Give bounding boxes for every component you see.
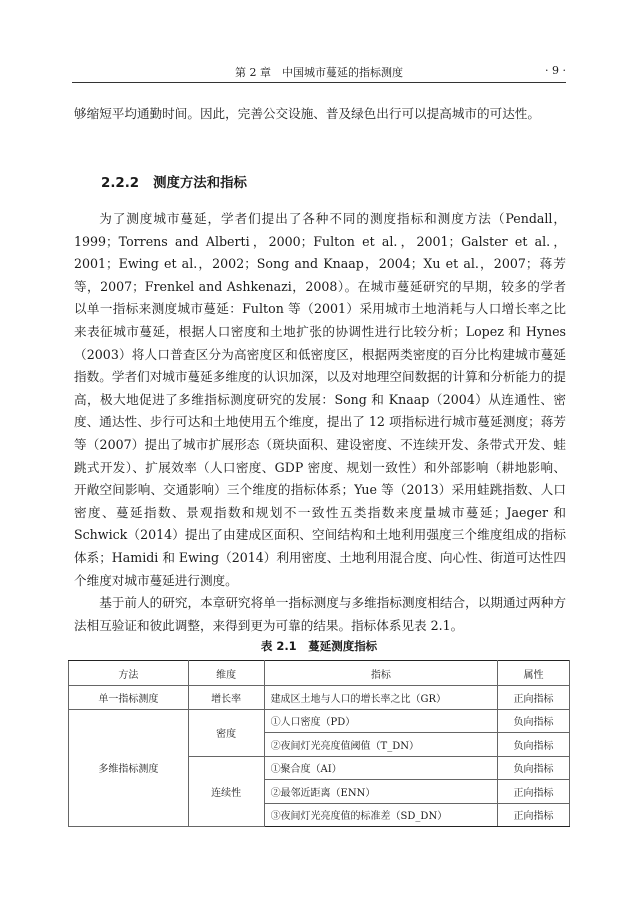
header-dimension: 维度 xyxy=(188,661,264,686)
dimension-cell: 增长率 xyxy=(188,686,264,710)
attribute-cell: 正向指标 xyxy=(498,686,570,710)
header-indicator: 指标 xyxy=(264,661,498,686)
attribute-cell: 负向指标 xyxy=(498,756,570,780)
indicator-cell: ②夜间灯光亮度值阈值（T_DN） xyxy=(264,733,498,757)
running-header xyxy=(72,62,566,83)
table-row xyxy=(69,686,570,710)
table-caption: 表 2.1 蔓延测度指标 xyxy=(260,639,378,653)
paragraph-methods: 为了测度城市蔓延，学者们提出了各种不同的测度指标和测度方法（Pendall，1999；Torrens and Alberti，2000；Fulton et al.，2001；Galster et al.，2001；Ewing et al.，2002；Song and Knaap，2004；Xu et al.，2007；蒋芳等，2007；Frenkel and Ashkenazi，2008）。在城市蔓延研究的早期，较多的学者以单一指标来测度城市蔓延：Fulton 等（2001）采用城市土地消耗与人口增长率之比来表征城市蔓延，根据人口密度和土地扩张的协调性进行比较分析；Lopez 和 Hynes（2003）将人口普查区分为高密度区和低密度区，根据两类密度的百分比构建城市蔓延指数。学者们对城市蔓延多维度的认识加深，以及对地理空间数据的计算和分析能力的提高，极大地促进了多维指标测度研究的发展：Song 和 Knaap（2004）从连通性、密度、通达性、步行可达和土地使用五个维度，提出了 12 项指标进行城市蔓延测度；蒋芳等（2007）提出了城市扩展形态（斑块面积、建设密度、不连续开发、条带式开发、蛙跳式开发）、扩展效率（人口密度、GDP 密度、规划一致性）和外部影响（耕地影响、开敞空间影响、交通影响）三个维度的指标体系；Yue 等（2013）采用蛙跳指数、人口密度、蔓延指数、景观指数和规划不一致性五类指数来度量城市蔓延；Jaeger 和 Schwick（2014）提出了由建成区面积、空间结构和土地利用强度三个维度组成的指标体系；Hamidi 和 Ewing（2014）利用密度、土地利用混合度、向心性、街道可达性四个维度对城市蔓延进行测度。 xyxy=(74,211,566,588)
intro-paragraph: 够缩短平均通勤时间。因此，完善公交设施、普及绿色出行可以提高城市的可达性。 xyxy=(74,106,540,121)
table-row xyxy=(69,709,570,733)
section-number: 2.2.2 xyxy=(101,176,140,191)
header-attribute: 属性 xyxy=(498,661,570,686)
indicator-cell: ①人口密度（PD） xyxy=(264,709,498,733)
section-title: 测度方法和指标 xyxy=(153,176,247,191)
method-cell: 单一指标测度 xyxy=(69,686,189,710)
paragraph-approach: 基于前人的研究，本章研究将单一指标测度与多维指标测度相结合，以期通过两种方法相互验证和彼此调整，来得到更为可靠的结果。指标体系见表 2.1。 xyxy=(74,595,566,633)
intro-paragraph-block xyxy=(74,103,566,126)
indicator-cell: ②最邻近距离（ENN） xyxy=(264,780,498,804)
indicator-table xyxy=(68,660,570,827)
page-number: · 9 · xyxy=(545,64,566,77)
indicator-cell: ①聚合度（AI） xyxy=(264,756,498,780)
attribute-cell: 正向指标 xyxy=(498,803,570,827)
attribute-cell: 正向指标 xyxy=(498,780,570,804)
attribute-cell: 负向指标 xyxy=(498,709,570,733)
chapter-title: 第 2 章 中国城市蔓延的指标测度 xyxy=(235,66,403,79)
header-method: 方法 xyxy=(69,661,189,686)
dimension-cell: 连续性 xyxy=(188,756,264,827)
method-cell: 多维指标测度 xyxy=(69,709,189,827)
indicator-cell: 建成区土地与人口的增长率之比（GR） xyxy=(264,686,498,710)
dimension-cell: 密度 xyxy=(188,709,264,756)
indicator-cell: ③夜间灯光亮度值的标准差（SD_DN） xyxy=(264,803,498,827)
attribute-cell: 负向指标 xyxy=(498,733,570,757)
table-header-row xyxy=(69,661,570,686)
main-text xyxy=(74,208,566,637)
section-heading xyxy=(101,172,261,191)
